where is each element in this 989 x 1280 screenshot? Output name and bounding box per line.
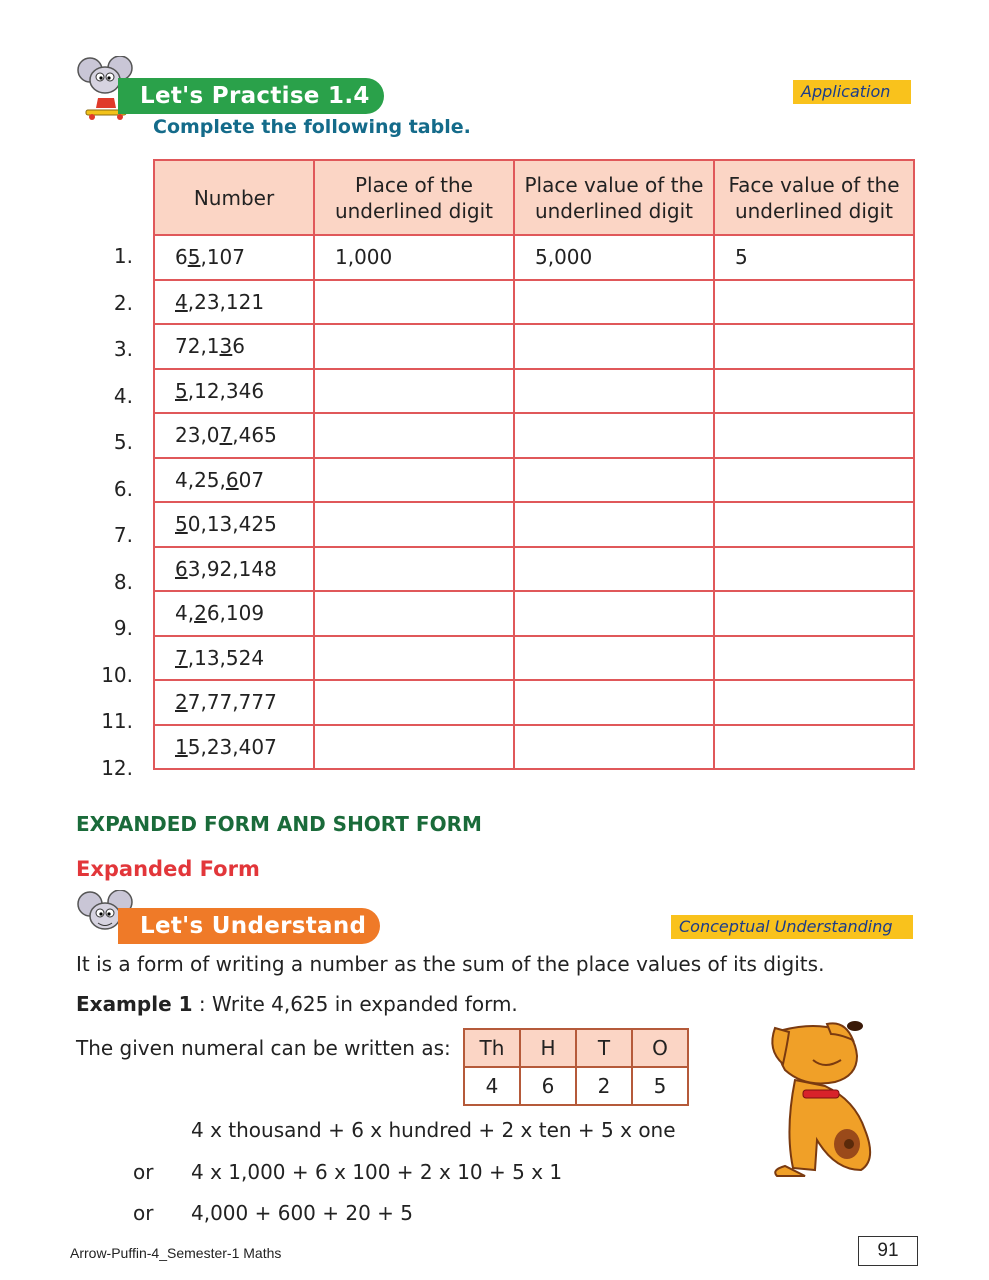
face-value-cell[interactable]: [714, 725, 914, 770]
row-number: 3.: [113, 337, 133, 361]
underlined-digit: 5: [187, 245, 201, 270]
place-header-o: O: [632, 1029, 688, 1067]
place-value-cell[interactable]: [514, 324, 714, 369]
footer-text: Arrow-Puffin-4_Semester-1 Maths: [70, 1245, 282, 1261]
underlined-digit: 2: [194, 601, 207, 626]
underlined-digit: 2: [175, 690, 188, 715]
face-value-cell[interactable]: [714, 458, 914, 503]
face-value-cell[interactable]: 5: [714, 235, 914, 280]
place-value-cell[interactable]: [514, 725, 714, 770]
example-text: : Write 4,625 in expanded form.: [192, 992, 518, 1016]
table-row: [154, 458, 914, 503]
number-cell: [154, 591, 314, 636]
place-cell[interactable]: [314, 280, 514, 325]
number-pre: 4,25,: [175, 467, 226, 492]
table-row: [154, 413, 914, 458]
or-label: or: [133, 1160, 154, 1184]
understand-title-pill: Let's Understand: [118, 908, 380, 944]
number-cell: [154, 725, 314, 770]
table-row: [154, 502, 914, 547]
table-row: [154, 636, 914, 681]
table-row: [154, 680, 914, 725]
header-place: Place of the underlined digit: [314, 160, 514, 235]
number-post: 6,109: [206, 601, 265, 626]
place-cell[interactable]: [314, 324, 514, 369]
face-value-cell[interactable]: [714, 547, 914, 592]
place-header-th: Th: [464, 1029, 520, 1067]
practice-instruction: Complete the following table.: [153, 116, 471, 138]
table-row: [154, 591, 914, 636]
table-row: [154, 280, 914, 325]
table-row: [154, 725, 914, 770]
table-row: [154, 324, 914, 369]
number-cell: [154, 680, 314, 725]
number-post: 6: [232, 334, 245, 359]
row-number: 10.: [101, 662, 133, 687]
place-cell[interactable]: [314, 725, 514, 770]
row-number: 1.: [113, 244, 133, 268]
definition-text: It is a form of writing a number as the sum of the place values of its digits.: [76, 952, 825, 976]
place-cell[interactable]: [314, 413, 514, 458]
section-heading: EXPANDED FORM AND SHORT FORM: [76, 812, 482, 836]
place-value-cell[interactable]: [514, 280, 714, 325]
place-value-cell[interactable]: [514, 369, 714, 414]
number-post: 5,23,407: [187, 734, 277, 759]
number-pre: 72,1: [175, 334, 220, 359]
place-value-cell[interactable]: [514, 680, 714, 725]
number-post: 0,13,425: [187, 512, 277, 537]
underlined-digit: 5: [175, 378, 188, 403]
header-number: Number: [154, 160, 314, 235]
place-digit-th: 4: [464, 1067, 520, 1105]
place-value-cell[interactable]: [514, 413, 714, 458]
or-label: or: [133, 1201, 154, 1225]
expanded-line-3: 4,000 + 600 + 20 + 5: [191, 1201, 414, 1225]
face-value-cell[interactable]: [714, 413, 914, 458]
number-cell: [154, 547, 314, 592]
place-value-cell[interactable]: [514, 547, 714, 592]
place-cell[interactable]: [314, 369, 514, 414]
face-value-cell[interactable]: [714, 680, 914, 725]
face-value-cell[interactable]: [714, 280, 914, 325]
row-number: 4.: [113, 383, 133, 408]
table-row: [154, 235, 914, 280]
place-value-cell[interactable]: [514, 502, 714, 547]
conceptual-understanding-tag: Conceptual Understanding: [671, 915, 913, 939]
number-cell: [154, 324, 314, 369]
underlined-digit: 6: [175, 556, 188, 581]
number-cell: [154, 413, 314, 458]
number-cell: [154, 235, 314, 280]
row-number: 5.: [113, 430, 133, 454]
example-line: [76, 992, 518, 1016]
underlined-digit: 3: [219, 334, 233, 359]
header-face-value: Face value of the underlined digit: [714, 160, 914, 235]
number-cell: [154, 636, 314, 681]
expanded-line-1: 4 x thousand + 6 x hundred + 2 x ten + 5 x one: [191, 1118, 676, 1142]
face-value-cell[interactable]: [714, 591, 914, 636]
underlined-digit: 5: [175, 512, 188, 537]
place-header-h: H: [520, 1029, 576, 1067]
expanded-line-2: 4 x 1,000 + 6 x 100 + 2 x 10 + 5 x 1: [191, 1160, 563, 1184]
number-post: 7,77,777: [187, 690, 277, 715]
table-row: [154, 547, 914, 592]
place-cell[interactable]: 1,000: [314, 235, 514, 280]
place-value-cell[interactable]: [514, 636, 714, 681]
row-number: 6.: [113, 476, 133, 501]
number-pre: 6: [175, 245, 188, 270]
place-value-cell[interactable]: [514, 458, 714, 503]
place-cell[interactable]: [314, 502, 514, 547]
face-value-cell[interactable]: [714, 636, 914, 681]
place-cell[interactable]: [314, 591, 514, 636]
number-pre: 4,: [175, 601, 195, 626]
dog-illustration-icon: [765, 1020, 885, 1178]
number-post: ,13,524: [187, 645, 265, 670]
row-number: 9.: [113, 616, 133, 640]
row-number: 2.: [113, 290, 133, 315]
place-value-chart: [463, 1028, 689, 1106]
underlined-digit: 1: [175, 734, 188, 759]
number-cell: [154, 502, 314, 547]
number-post: ,23,121: [187, 289, 265, 314]
row-number: 12.: [101, 755, 133, 780]
header-place-value: Place value of the underlined digit: [514, 160, 714, 235]
underlined-digit: 6: [225, 467, 239, 492]
subsection-heading: Expanded Form: [76, 857, 260, 881]
number-cell: [154, 458, 314, 503]
place-digit-t: 2: [576, 1067, 632, 1105]
face-value-cell[interactable]: [714, 502, 914, 547]
page-number: 91: [858, 1236, 918, 1266]
number-pre: 23,0: [175, 423, 220, 448]
underlined-digit: 7: [175, 645, 188, 670]
table-row: [154, 369, 914, 414]
place-digit-o: 5: [632, 1067, 688, 1105]
row-number: 8.: [113, 569, 133, 594]
number-post: ,107: [200, 245, 245, 270]
underlined-digit: 7: [219, 423, 233, 448]
underlined-digit: 4: [175, 289, 188, 314]
practice-table: [153, 159, 915, 770]
row-number: 7.: [113, 523, 133, 547]
number-cell: [154, 369, 314, 414]
number-post: ,12,346: [187, 378, 265, 403]
place-cell[interactable]: [314, 547, 514, 592]
application-tag: Application: [793, 80, 911, 104]
number-post: ,465: [232, 423, 277, 448]
number-cell: [154, 280, 314, 325]
number-post: 3,92,148: [187, 556, 277, 581]
example-label: Example 1: [76, 992, 193, 1016]
place-cell[interactable]: [314, 636, 514, 681]
place-value-cell[interactable]: 5,000: [514, 235, 714, 280]
place-value-cell[interactable]: [514, 591, 714, 636]
practice-title-pill: Let's Practise 1.4: [118, 78, 384, 114]
face-value-cell[interactable]: [714, 324, 914, 369]
place-cell[interactable]: [314, 458, 514, 503]
face-value-cell[interactable]: [714, 369, 914, 414]
place-digit-h: 6: [520, 1067, 576, 1105]
place-header-t: T: [576, 1029, 632, 1067]
row-number: 11.: [101, 709, 133, 733]
given-text: The given numeral can be written as:: [76, 1036, 451, 1060]
number-post: 07: [238, 467, 265, 492]
place-cell[interactable]: [314, 680, 514, 725]
